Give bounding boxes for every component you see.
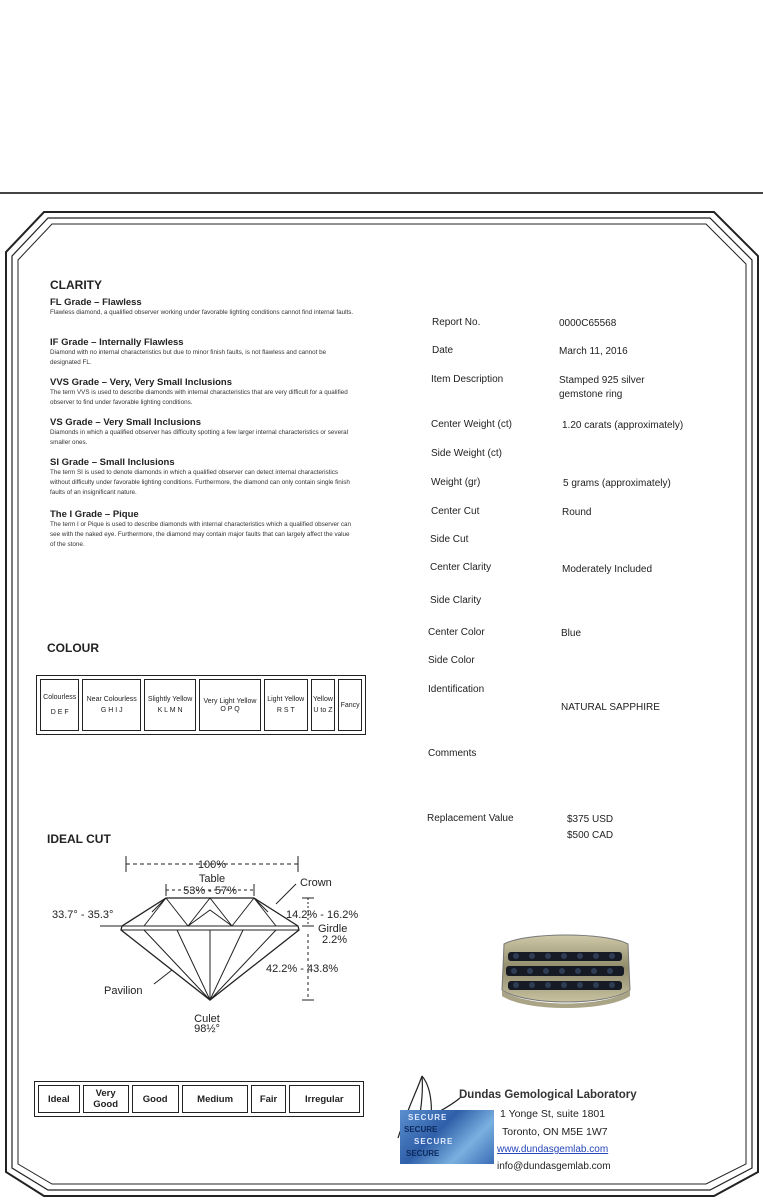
- report-label: Center Cut: [431, 506, 480, 517]
- report-value: NATURAL SAPPHIRE: [561, 702, 660, 713]
- colour-name: Near Colourless: [86, 696, 137, 703]
- report-value: Blue: [561, 628, 582, 639]
- clarity-grade: [50, 417, 355, 457]
- security-hologram: [400, 1110, 494, 1164]
- report-label: Side Cut: [430, 534, 469, 545]
- report-label: Side Clarity: [430, 595, 482, 606]
- cut-grade-cell: Irregular: [289, 1085, 360, 1113]
- crown-label: Crown: [300, 877, 332, 889]
- colour-cell: [338, 679, 362, 731]
- clarity-heading: The I Grade – Pique: [50, 509, 139, 520]
- cut-grade-cell: Ideal: [38, 1085, 80, 1113]
- lab-name: Dundas Gemological Laboratory: [459, 1089, 637, 1101]
- colour-cell: [264, 679, 308, 731]
- lab-email: info@dundasgemlab.com: [497, 1161, 611, 1172]
- hologram-text: SECURE: [404, 1125, 438, 1134]
- colour-cell: [144, 679, 196, 731]
- report-label: Side Weight (ct): [431, 448, 502, 459]
- clarity-grade: [50, 457, 355, 509]
- report-value: 5 grams (approximately): [563, 478, 671, 489]
- clarity-grade: [50, 337, 355, 377]
- crown-height-label: 14.2% - 16.2%: [286, 909, 359, 921]
- colour-letters: K L M N: [157, 707, 183, 714]
- clarity-grade: [50, 377, 355, 417]
- culet-value-label: 98½°: [194, 1023, 220, 1035]
- clarity-heading: IF Grade – Internally Flawless: [50, 337, 184, 348]
- hologram-text: SECURE: [414, 1137, 454, 1146]
- lab-address-line2: Toronto, ON M5E 1W7: [502, 1126, 608, 1138]
- cut-grade-cell: Good: [132, 1085, 179, 1113]
- clarity-grade: [50, 297, 355, 337]
- report-label: Item Description: [431, 374, 504, 385]
- report-value: March 11, 2016: [559, 346, 628, 357]
- cut-grade-table: [34, 1081, 364, 1117]
- colour-name: Light Yellow: [267, 696, 305, 703]
- cut-grade-cell: Medium: [182, 1085, 249, 1113]
- colour-letters: U to Z: [313, 707, 333, 714]
- report-label: Report No.: [432, 317, 481, 328]
- ring-photo: [496, 930, 636, 1012]
- culet-label: Culet: [194, 1013, 220, 1025]
- clarity-grade: [50, 509, 355, 550]
- clarity-title: CLARITY: [50, 278, 102, 292]
- clarity-heading: SI Grade – Small Inclusions: [50, 457, 175, 468]
- lab-website-link[interactable]: www.dundasgemlab.com: [497, 1144, 609, 1155]
- girdle-value-label: 2.2%: [322, 934, 348, 946]
- clarity-text: The term SI is used to denote diamonds in which a qualified observer can detect internal characteristics without difficulty under favorable lighting conditions. Furthermore, the diamond can only contain single finish faults of an insignificant nature.: [50, 469, 350, 496]
- colour-name: Colourless: [43, 694, 77, 701]
- report-label: Side Color: [428, 655, 475, 666]
- colour-letters: G H I J: [100, 707, 123, 714]
- report-label: Center Clarity: [430, 562, 492, 573]
- report-label: Comments: [428, 748, 477, 759]
- colour-letters: D E F: [50, 709, 69, 716]
- girdle-label: Girdle: [318, 923, 348, 935]
- colour-cell: [82, 679, 141, 731]
- clarity-text: Flawless diamond, a qualified observer working under favorable lighting conditions cannot find internal faults.: [50, 309, 354, 316]
- crown-angle-label: 33.7° - 35.3°: [52, 909, 114, 921]
- clarity-text: The term VVS is used to describe diamonds with internal characteristics that are very difficult for a qualified observer to find under favorable lighting conditions.: [50, 389, 348, 406]
- colour-letters: O P Q: [220, 705, 240, 713]
- diamond-diagram: [40, 848, 370, 1038]
- clarity-text: Diamonds in which a qualified observer has difficulty spotting a few larger internal characteristics or several smaller ones.: [50, 429, 349, 446]
- lab-address-line1: 1 Yonge St, suite 1801: [500, 1108, 606, 1120]
- pavilion-depth-label: 42.2% - 43.8%: [266, 963, 339, 975]
- colour-letters: R S T: [276, 707, 295, 714]
- report-label: Date: [432, 345, 454, 356]
- clarity-grades: [50, 297, 355, 550]
- colour-cell: [199, 679, 261, 731]
- colour-title: COLOUR: [47, 641, 99, 655]
- report-value: Moderately Included: [562, 564, 653, 575]
- ideal-cut-title: IDEAL CUT: [47, 832, 111, 846]
- report-value: 1.20 carats (approximately): [562, 420, 684, 431]
- report-value-secondary: $500 CAD: [567, 830, 614, 841]
- report-value: $375 USD: [567, 814, 614, 825]
- clarity-text: Diamond with no internal characteristics but due to minor finish faults, is not flawless and cannot be designated FL.: [50, 349, 327, 366]
- report-label: Identification: [428, 684, 485, 695]
- cut-grade-cell: Very Good: [83, 1085, 129, 1113]
- hologram-text: SECURE: [408, 1113, 448, 1122]
- colour-name: Slightly Yellow: [147, 696, 193, 703]
- report-value: 0000C65568: [559, 318, 617, 329]
- clarity-heading: FL Grade – Flawless: [50, 297, 142, 308]
- colour-cell: [40, 679, 79, 731]
- report-label: Center Color: [428, 627, 485, 638]
- clarity-text: The term I or Pique is used to describe diamonds with internal characteristics which a qualified observer can see with the naked eye. Furthermore, the diamond may contain major faults that can largely affect the value of the stone.: [50, 521, 351, 548]
- report-label: Replacement Value: [427, 813, 514, 824]
- colour-name: Fancy: [340, 701, 360, 709]
- colour-scale-table: [36, 675, 366, 735]
- table-label: Table: [198, 873, 226, 885]
- colour-cell: [311, 679, 336, 731]
- width-label: 100%: [197, 859, 227, 871]
- hologram-text: SECURE: [406, 1149, 440, 1158]
- clarity-heading: VVS Grade – Very, Very Small Inclusions: [50, 377, 232, 388]
- report-label: Weight (gr): [431, 477, 481, 488]
- report-label: Center Weight (ct): [431, 419, 512, 430]
- pavilion-label: Pavilion: [104, 985, 143, 997]
- table-range-label: 53% - 57%: [183, 885, 237, 897]
- cut-grade-cell: Fair: [251, 1085, 285, 1113]
- colour-name: Very Light Yellow: [203, 697, 257, 705]
- report-value: Stamped 925 silver gemstone ring: [559, 375, 645, 400]
- report-value: Round: [562, 507, 592, 518]
- colour-name: Yellow: [312, 696, 333, 703]
- clarity-heading: VS Grade – Very Small Inclusions: [50, 417, 202, 428]
